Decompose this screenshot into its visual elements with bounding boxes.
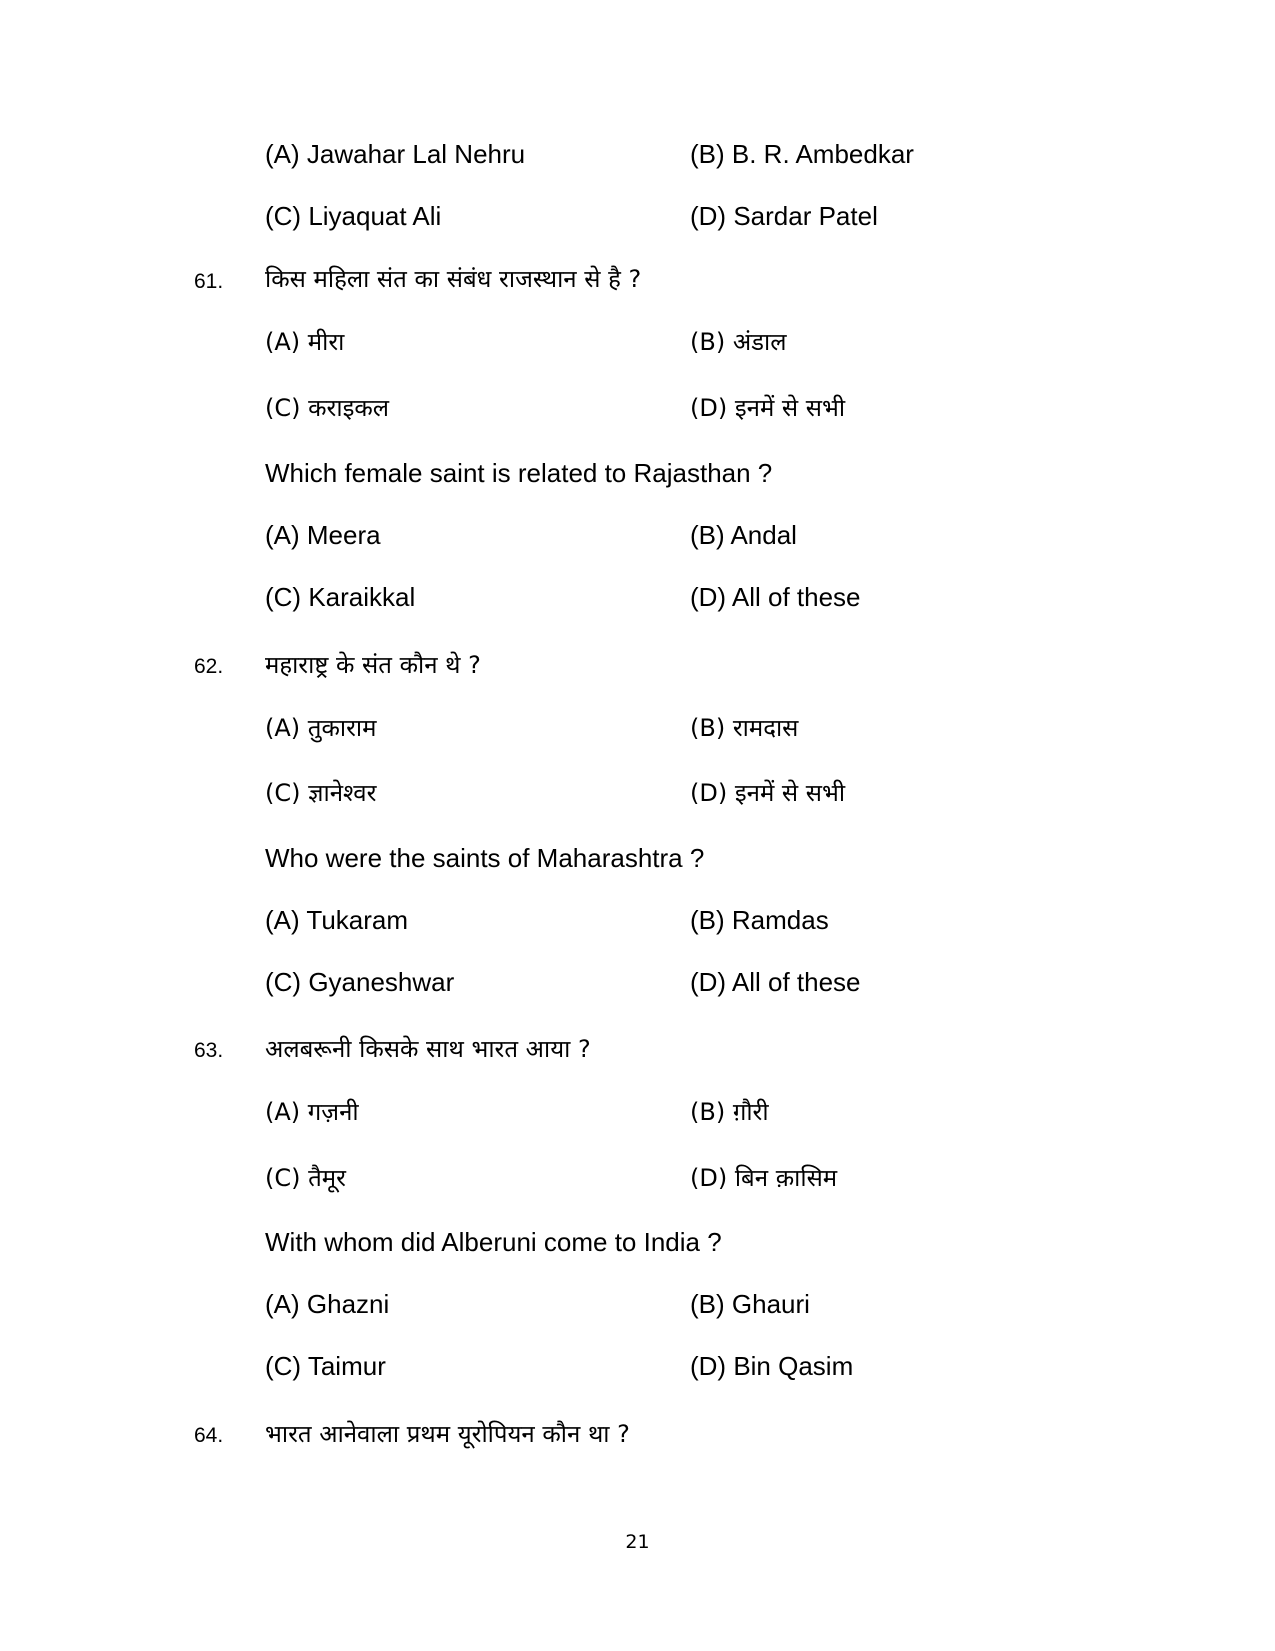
option-a-hindi: (A) गज़नी <box>265 1098 359 1126</box>
option-d-hindi: (D) इनमें से सभी <box>690 779 846 807</box>
option-b-hindi: (B) रामदास <box>690 714 799 742</box>
option-c-hindi: (C) कराइकल <box>265 394 390 422</box>
question-text-hindi: भारत आनेवाला प्रथम यूरोपियन कौन था ? <box>265 1420 630 1448</box>
option-d: (D) All of these <box>690 582 861 612</box>
option-c: (C) Liyaquat Ali <box>265 201 442 231</box>
question-text-hindi: महाराष्ट्र के संत कौन थे ? <box>265 651 481 679</box>
option-b: (B) Ghauri <box>690 1289 810 1319</box>
option-d-hindi: (D) इनमें से सभी <box>690 394 846 422</box>
question-number: 64. <box>194 1424 224 1447</box>
option-b: (B) Ramdas <box>690 905 829 935</box>
option-c-hindi: (C) ज्ञानेश्वर <box>265 779 377 807</box>
option-d: (D) Sardar Patel <box>690 201 878 231</box>
option-b: (B) Andal <box>690 520 797 550</box>
option-d: (D) All of these <box>690 967 861 997</box>
question-text-english: Who were the saints of Maharashtra ? <box>265 843 705 873</box>
option-a: (A) Meera <box>265 520 381 550</box>
question-number: 62. <box>194 655 224 678</box>
option-c-hindi: (C) तैमूर <box>265 1164 346 1192</box>
question-text-hindi: अलबरूनी किसके साथ भारत आया ? <box>265 1035 591 1063</box>
option-c: (C) Gyaneshwar <box>265 967 455 997</box>
page-number: 21 <box>625 1531 650 1553</box>
option-d-hindi: (D) बिन क़ासिम <box>690 1164 838 1192</box>
option-c: (C) Karaikkal <box>265 582 416 612</box>
option-a-hindi: (A) तुकाराम <box>265 714 377 742</box>
option-d: (D) Bin Qasim <box>690 1351 854 1381</box>
option-a: (A) Tukaram <box>265 905 409 935</box>
option-b-hindi: (B) ग़ौरी <box>690 1098 769 1126</box>
option-a: (A) Jawahar Lal Nehru <box>265 139 526 169</box>
question-text-hindi: किस महिला संत का संबंध राजस्थान से है ? <box>265 265 642 293</box>
option-b-hindi: (B) अंडाल <box>690 328 787 356</box>
option-c: (C) Taimur <box>265 1351 386 1381</box>
question-text-english: With whom did Alberuni come to India ? <box>265 1227 722 1257</box>
question-number: 63. <box>194 1039 224 1062</box>
option-b: (B) B. R. Ambedkar <box>690 139 914 169</box>
question-number: 61. <box>194 270 224 293</box>
option-a: (A) Ghazni <box>265 1289 390 1319</box>
question-text-english: Which female saint is related to Rajasthan ? <box>265 458 773 488</box>
option-a-hindi: (A) मीरा <box>265 328 345 356</box>
